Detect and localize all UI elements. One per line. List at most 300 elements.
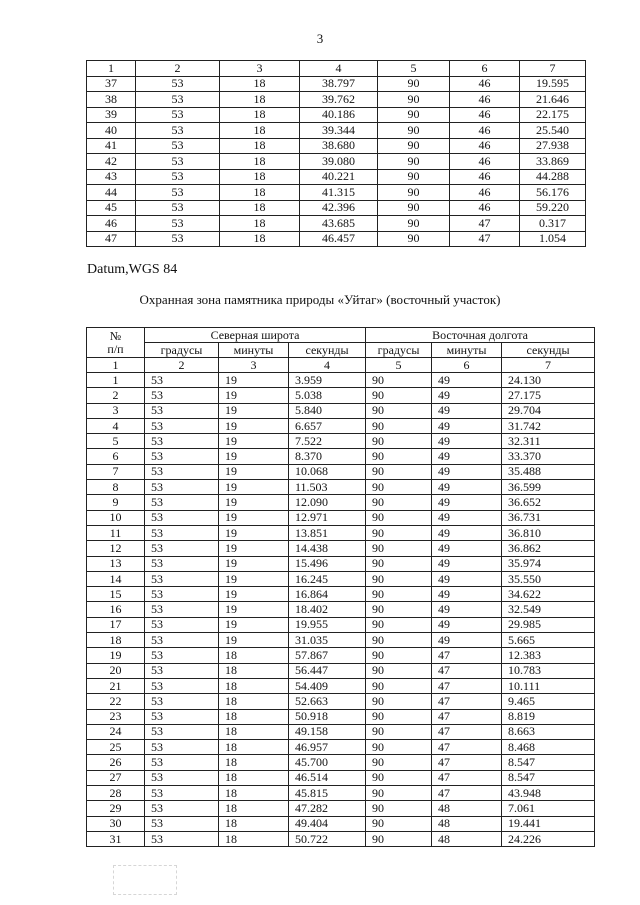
table-cell: 90 <box>378 76 450 92</box>
table-row <box>87 76 586 92</box>
table-cell: 5 <box>87 434 145 449</box>
table-cell: 49.404 <box>289 816 366 831</box>
table-cell: 47 <box>432 694 502 709</box>
table-cell: 49 <box>432 617 502 632</box>
table-row <box>87 816 595 831</box>
table-cell: 40.221 <box>300 169 378 185</box>
table-cell: 35.488 <box>502 464 595 479</box>
table-cell: 90 <box>366 633 432 648</box>
table-cell: 49 <box>432 525 502 540</box>
table-cell: 25 <box>87 740 145 755</box>
table-cell: 19 <box>219 556 289 571</box>
table-cell: 1.054 <box>520 231 586 247</box>
table-cell: 53 <box>145 786 219 801</box>
column-number-cell: 6 <box>432 358 502 373</box>
table-cell: 53 <box>145 434 219 449</box>
table-cell: 33.869 <box>520 154 586 170</box>
table-cell: 53 <box>145 495 219 510</box>
table-cell: 41.315 <box>300 185 378 201</box>
table-cell: 24 <box>87 724 145 739</box>
table-cell: 36.810 <box>502 525 595 540</box>
table-cell: 46 <box>450 185 520 201</box>
table-cell: 90 <box>366 464 432 479</box>
table-row <box>87 786 595 801</box>
header-number-line1: № <box>109 328 122 343</box>
table-cell: 46 <box>87 216 136 232</box>
table-cell: 7.061 <box>502 801 595 816</box>
table-cell: 47 <box>87 231 136 247</box>
table-row <box>87 694 595 709</box>
column-number-cell: 7 <box>502 358 595 373</box>
table-cell: 47 <box>432 786 502 801</box>
table-cell: 53 <box>145 403 219 418</box>
table-cell: 53 <box>145 831 219 846</box>
table-cell: 90 <box>366 648 432 663</box>
table-cell: 12.090 <box>289 495 366 510</box>
table-cell: 46 <box>450 107 520 123</box>
table-cell: 49.158 <box>289 724 366 739</box>
table-cell: 47 <box>432 663 502 678</box>
table-cell: 53 <box>136 216 220 232</box>
table-cell: 11.503 <box>289 480 366 495</box>
table-cell: 18 <box>220 138 300 154</box>
table-cell: 19 <box>219 633 289 648</box>
table-row <box>87 449 595 464</box>
table-cell: 90 <box>366 480 432 495</box>
page-number: 3 <box>316 31 324 46</box>
table-cell: 52.663 <box>289 694 366 709</box>
table-row <box>87 724 595 739</box>
table-cell: 21 <box>87 678 145 693</box>
table-cell: 18 <box>220 169 300 185</box>
table-cell: 47 <box>432 648 502 663</box>
table-cell: 15.496 <box>289 556 366 571</box>
table-row <box>87 633 595 648</box>
column-number-cell: 5 <box>378 61 450 77</box>
table-cell: 56.176 <box>520 185 586 201</box>
table-cell: 90 <box>366 587 432 602</box>
table-cell: 19 <box>219 480 289 495</box>
protected-zone-coordinates-table <box>86 327 595 847</box>
table-cell: 18 <box>220 216 300 232</box>
table-cell: 49 <box>432 434 502 449</box>
column-number-cell: 4 <box>300 61 378 77</box>
table-cell: 47 <box>450 216 520 232</box>
table-cell: 10 <box>87 510 145 525</box>
table-cell: 1 <box>87 373 145 388</box>
table-cell: 19 <box>87 648 145 663</box>
table-cell: 8 <box>87 480 145 495</box>
table-cell: 43.685 <box>300 216 378 232</box>
table-cell: 19 <box>219 602 289 617</box>
table-cell: 45.815 <box>289 786 366 801</box>
table-cell: 53 <box>145 663 219 678</box>
table-cell: 26 <box>87 755 145 770</box>
table-cell: 53 <box>145 648 219 663</box>
header-lon-degrees: градусы <box>366 343 432 358</box>
table-cell: 19 <box>219 571 289 586</box>
table-cell: 90 <box>378 123 450 139</box>
table-row <box>87 571 595 586</box>
table-row <box>87 480 595 495</box>
table-cell: 90 <box>366 556 432 571</box>
table-row <box>87 464 595 479</box>
table-cell: 24.226 <box>502 831 595 846</box>
table-row <box>87 525 595 540</box>
table-cell: 19 <box>219 464 289 479</box>
table-row <box>87 587 595 602</box>
table-cell: 47 <box>432 678 502 693</box>
table-cell: 3.959 <box>289 373 366 388</box>
table-cell: 27.175 <box>502 388 595 403</box>
table-row <box>87 709 595 724</box>
table-cell: 53 <box>136 231 220 247</box>
table-cell: 24.130 <box>502 373 595 388</box>
table-row <box>87 740 595 755</box>
table-cell: 23 <box>87 709 145 724</box>
table-row <box>87 801 595 816</box>
table-cell: 90 <box>378 92 450 108</box>
table-cell: 34.622 <box>502 587 595 602</box>
table-cell: 53 <box>145 694 219 709</box>
header-north-latitude: Северная широта <box>145 328 366 343</box>
table-cell: 19.955 <box>289 617 366 632</box>
table-cell: 49 <box>432 571 502 586</box>
column-number-cell: 7 <box>520 61 586 77</box>
table-row <box>87 92 586 108</box>
table-cell: 10.783 <box>502 663 595 678</box>
table-cell: 18 <box>219 740 289 755</box>
table-cell: 90 <box>366 571 432 586</box>
table-cell: 9 <box>87 495 145 510</box>
table-cell: 18 <box>87 633 145 648</box>
table-cell: 53 <box>145 587 219 602</box>
table-cell: 31.742 <box>502 418 595 433</box>
table-cell: 16.245 <box>289 571 366 586</box>
table-cell: 47 <box>450 231 520 247</box>
table-cell: 7 <box>87 464 145 479</box>
table-cell: 47 <box>432 740 502 755</box>
table-caption: Охранная зона памятника природы «Уйтаг» (восточный участок) <box>139 292 501 307</box>
table-cell: 49 <box>432 541 502 556</box>
table-cell: 39.762 <box>300 92 378 108</box>
table-row <box>87 434 595 449</box>
table-cell: 38.797 <box>300 76 378 92</box>
table-cell: 18 <box>220 76 300 92</box>
table-cell: 53 <box>136 76 220 92</box>
table-row <box>87 602 595 617</box>
header-number-line2: п/п <box>107 341 124 356</box>
table-row <box>87 418 595 433</box>
table-cell: 20 <box>87 663 145 678</box>
table-cell: 21.646 <box>520 92 586 108</box>
table-cell: 22 <box>87 694 145 709</box>
table-cell: 59.220 <box>520 200 586 216</box>
table-row <box>87 169 586 185</box>
table-cell: 6 <box>87 449 145 464</box>
table-cell: 90 <box>366 602 432 617</box>
table-cell: 53 <box>145 633 219 648</box>
column-number-cell: 6 <box>450 61 520 77</box>
table-cell: 53 <box>145 816 219 831</box>
table-cell: 90 <box>366 663 432 678</box>
table-cell: 43 <box>87 169 136 185</box>
table-cell: 0.317 <box>520 216 586 232</box>
table-cell: 53 <box>136 107 220 123</box>
table-cell: 90 <box>366 388 432 403</box>
table-cell: 47 <box>432 709 502 724</box>
table-cell: 12.971 <box>289 510 366 525</box>
table-cell: 42.396 <box>300 200 378 216</box>
table-cell: 19 <box>219 617 289 632</box>
table-cell: 29.985 <box>502 617 595 632</box>
table-cell: 42 <box>87 154 136 170</box>
table-cell: 33.370 <box>502 449 595 464</box>
table-cell: 46 <box>450 76 520 92</box>
table-cell: 38.680 <box>300 138 378 154</box>
table-cell: 39.344 <box>300 123 378 139</box>
table-cell: 90 <box>366 434 432 449</box>
column-number-cell: 5 <box>366 358 432 373</box>
table-cell: 36.599 <box>502 480 595 495</box>
table-cell: 47 <box>432 724 502 739</box>
column-number-row <box>87 358 595 373</box>
table-cell: 12.383 <box>502 648 595 663</box>
table-cell: 90 <box>366 786 432 801</box>
table-cell: 18 <box>220 185 300 201</box>
table-cell: 46.957 <box>289 740 366 755</box>
table-cell: 22.175 <box>520 107 586 123</box>
table-cell: 53 <box>145 373 219 388</box>
table-row <box>87 185 586 201</box>
table-cell: 16 <box>87 602 145 617</box>
table-cell: 53 <box>145 709 219 724</box>
table-cell: 18 <box>220 154 300 170</box>
table-row <box>87 663 595 678</box>
table-cell: 28 <box>87 786 145 801</box>
header-lat-minutes: минуты <box>219 343 289 358</box>
table-cell: 90 <box>366 801 432 816</box>
column-number-cell: 3 <box>219 358 289 373</box>
table-cell: 5.840 <box>289 403 366 418</box>
table-cell: 90 <box>366 541 432 556</box>
table-cell: 38 <box>87 92 136 108</box>
table-cell: 7.522 <box>289 434 366 449</box>
column-number-cell: 2 <box>136 61 220 77</box>
table-row <box>87 831 595 846</box>
table-cell: 90 <box>378 231 450 247</box>
table-cell: 18 <box>219 755 289 770</box>
table-cell: 50.722 <box>289 831 366 846</box>
table-cell: 2 <box>87 388 145 403</box>
table-cell: 35.550 <box>502 571 595 586</box>
table-cell: 46.514 <box>289 770 366 785</box>
table-cell: 39 <box>87 107 136 123</box>
table-cell: 45.700 <box>289 755 366 770</box>
table-cell: 49 <box>432 587 502 602</box>
table-cell: 53 <box>145 770 219 785</box>
table-cell: 8.547 <box>502 770 595 785</box>
table-cell: 53 <box>145 510 219 525</box>
table-cell: 53 <box>145 801 219 816</box>
table-cell: 31 <box>87 831 145 846</box>
table-cell: 90 <box>366 724 432 739</box>
table-cell: 53 <box>145 571 219 586</box>
table-cell: 19.595 <box>520 76 586 92</box>
table-cell: 53 <box>145 724 219 739</box>
table-cell: 19 <box>219 388 289 403</box>
table-cell: 90 <box>366 403 432 418</box>
table-row <box>87 770 595 785</box>
table-cell: 49 <box>432 388 502 403</box>
table-cell: 53 <box>136 92 220 108</box>
table-cell: 36.731 <box>502 510 595 525</box>
table-row <box>87 617 595 632</box>
table-cell: 90 <box>366 495 432 510</box>
table-cell: 8.370 <box>289 449 366 464</box>
table-cell: 15 <box>87 587 145 602</box>
table-cell: 18 <box>219 801 289 816</box>
table-cell: 41 <box>87 138 136 154</box>
table-cell: 90 <box>378 138 450 154</box>
table-cell: 90 <box>366 755 432 770</box>
table-cell: 18 <box>220 107 300 123</box>
table-cell: 12 <box>87 541 145 556</box>
table-cell: 56.447 <box>289 663 366 678</box>
table-cell: 53 <box>136 169 220 185</box>
table-cell: 90 <box>366 418 432 433</box>
table-cell: 18 <box>220 123 300 139</box>
table-row <box>87 678 595 693</box>
table-cell: 90 <box>378 216 450 232</box>
table-cell: 10.068 <box>289 464 366 479</box>
table-cell: 44 <box>87 185 136 201</box>
coordinates-table-continued <box>86 60 586 247</box>
table-cell: 14 <box>87 571 145 586</box>
table-cell: 53 <box>145 388 219 403</box>
table-cell: 57.867 <box>289 648 366 663</box>
table-cell: 90 <box>366 617 432 632</box>
column-number-cell: 1 <box>87 358 145 373</box>
table-header-row <box>87 61 586 77</box>
table-cell: 48 <box>432 831 502 846</box>
table-cell: 53 <box>145 617 219 632</box>
table-row <box>87 541 595 556</box>
table-cell: 90 <box>366 740 432 755</box>
table-cell: 19 <box>219 525 289 540</box>
table-cell: 48 <box>432 816 502 831</box>
table-cell: 14.438 <box>289 541 366 556</box>
table-cell: 18 <box>220 200 300 216</box>
table-cell: 32.311 <box>502 434 595 449</box>
table-cell: 40 <box>87 123 136 139</box>
column-number-cell: 3 <box>220 61 300 77</box>
table-cell: 18 <box>219 816 289 831</box>
table-cell: 90 <box>378 185 450 201</box>
table-cell: 53 <box>136 154 220 170</box>
table-cell: 27.938 <box>520 138 586 154</box>
table-cell: 11 <box>87 525 145 540</box>
table-cell: 18 <box>219 831 289 846</box>
table-row <box>87 373 595 388</box>
header-east-longitude: Восточная долгота <box>366 328 595 343</box>
table-cell: 90 <box>378 200 450 216</box>
table-cell: 90 <box>366 831 432 846</box>
table-cell: 45 <box>87 200 136 216</box>
table-cell: 29.704 <box>502 403 595 418</box>
table-row <box>87 388 595 403</box>
table-cell: 49 <box>432 495 502 510</box>
table-cell: 90 <box>366 709 432 724</box>
datum-label: Datum,WGS 84 <box>87 262 178 277</box>
table-cell: 90 <box>366 510 432 525</box>
table-cell: 53 <box>145 525 219 540</box>
table-cell: 90 <box>366 525 432 540</box>
table-cell: 19 <box>219 418 289 433</box>
table-cell: 9.465 <box>502 694 595 709</box>
table-cell: 49 <box>432 633 502 648</box>
table-cell: 90 <box>378 154 450 170</box>
table-cell: 46 <box>450 200 520 216</box>
table-cell: 18 <box>219 648 289 663</box>
table-row <box>87 648 595 663</box>
table-cell: 49 <box>432 449 502 464</box>
table-cell: 18 <box>219 663 289 678</box>
table-cell: 47.282 <box>289 801 366 816</box>
table-cell: 5.665 <box>502 633 595 648</box>
table-cell: 53 <box>145 541 219 556</box>
column-number-cell: 4 <box>289 358 366 373</box>
table-cell: 53 <box>136 185 220 201</box>
table-cell: 90 <box>366 816 432 831</box>
table-cell: 13.851 <box>289 525 366 540</box>
table-cell: 53 <box>145 418 219 433</box>
table-cell: 8.819 <box>502 709 595 724</box>
table-cell: 53 <box>145 602 219 617</box>
table-row <box>87 123 586 139</box>
table-cell: 36.862 <box>502 541 595 556</box>
table-row <box>87 107 586 123</box>
table-cell: 32.549 <box>502 602 595 617</box>
table-cell: 46 <box>450 154 520 170</box>
table-cell: 46 <box>450 123 520 139</box>
table-cell: 53 <box>145 480 219 495</box>
table-cell: 53 <box>145 449 219 464</box>
table-cell: 90 <box>378 107 450 123</box>
header-lon-minutes: минуты <box>432 343 502 358</box>
table-cell: 8.547 <box>502 755 595 770</box>
table-cell: 18 <box>219 770 289 785</box>
table-cell: 27 <box>87 770 145 785</box>
table-cell: 53 <box>145 740 219 755</box>
table-cell: 49 <box>432 480 502 495</box>
table-row <box>87 216 586 232</box>
table-cell: 19.441 <box>502 816 595 831</box>
table-row <box>87 556 595 571</box>
table-cell: 49 <box>432 418 502 433</box>
table-cell: 49 <box>432 510 502 525</box>
table-cell: 46 <box>450 138 520 154</box>
table-cell: 50.918 <box>289 709 366 724</box>
table-cell: 53 <box>136 138 220 154</box>
table-row <box>87 138 586 154</box>
table-cell: 53 <box>145 755 219 770</box>
table-cell: 16.864 <box>289 587 366 602</box>
table-cell: 29 <box>87 801 145 816</box>
table-cell: 90 <box>366 449 432 464</box>
table-cell: 53 <box>136 123 220 139</box>
table-cell: 17 <box>87 617 145 632</box>
